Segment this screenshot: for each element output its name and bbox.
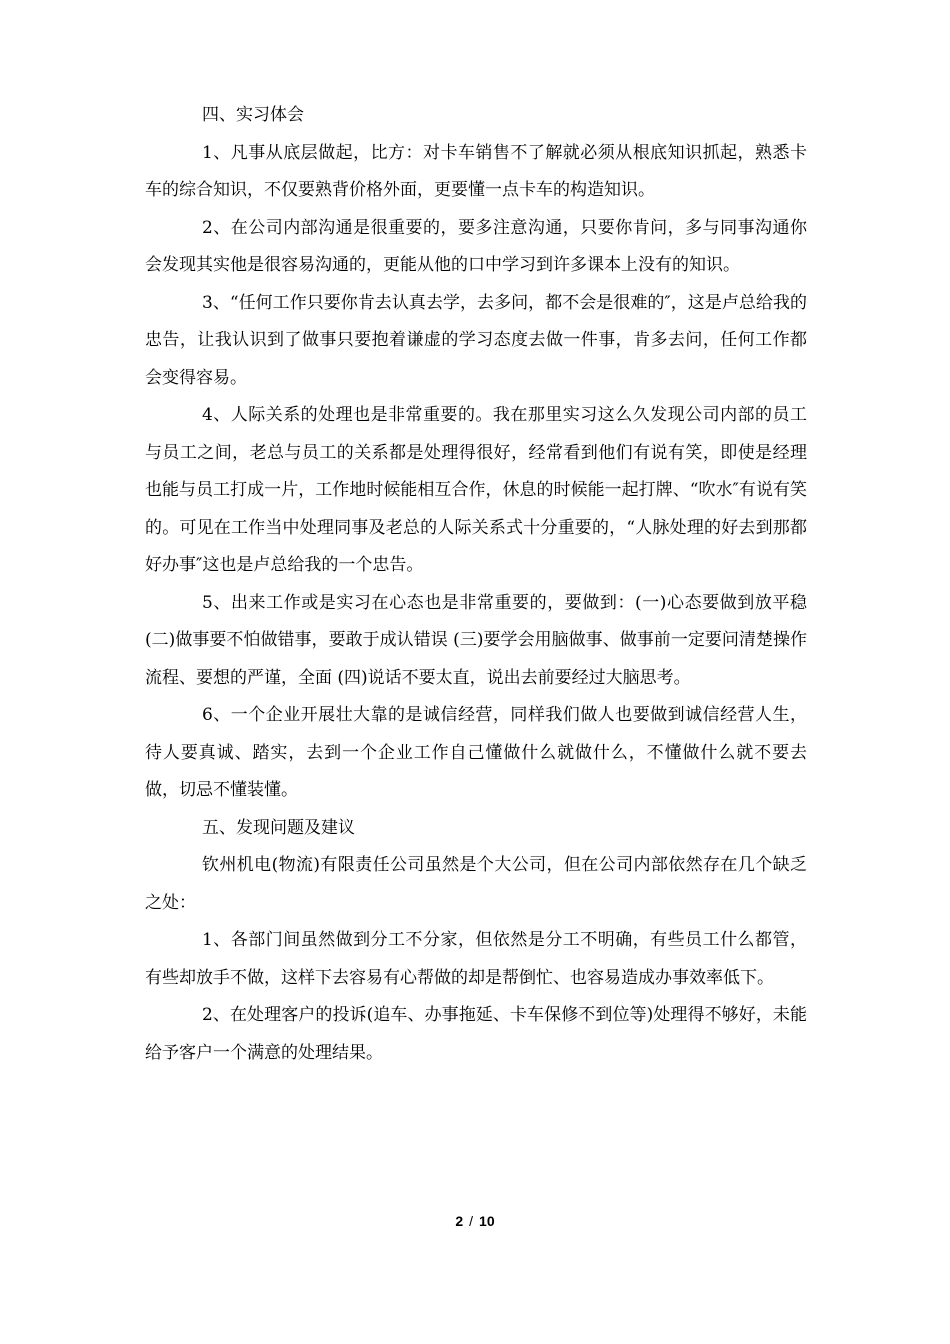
section-heading-problems: 五、发现问题及建议 bbox=[202, 817, 355, 838]
page-number-separator: / bbox=[469, 1213, 474, 1229]
total-page-count: 10 bbox=[479, 1213, 495, 1229]
paragraph-problems-intro: 钦州机电(物流)有限责任公司虽然是个大公司，但在公司内部依然存在几个缺乏之处： bbox=[145, 855, 807, 913]
paragraph-experience-2: 2、在公司内部沟通是很重要的，要多注意沟通，只要你肯问，多与同事沟通你会发现其实他是很容易沟通的，更能从他的口中学习到许多课本上没有的知识。 bbox=[145, 217, 807, 275]
paragraph-problem-2: 2、在处理客户的投诉(追车、办事拖延、卡车保修不到位等)处理得不够好，未能给予客户一个满意的处理结果。 bbox=[145, 1005, 807, 1063]
page-number-footer bbox=[0, 1211, 950, 1231]
section-heading-experience: 四、实习体会 bbox=[202, 105, 304, 125]
paragraph-problem-1: 1、各部门间虽然做到分工不分家，但依然是分工不明确，有些员工什么都管，有些却放手不做，这样下去容易有心帮做的却是帮倒忙、也容易造成办事效率低下。 bbox=[145, 930, 807, 988]
current-page-number: 2 bbox=[455, 1213, 464, 1229]
document-body bbox=[145, 97, 807, 1072]
paragraph-experience-1: 1、凡事从底层做起，比方：对卡车销售不了解就必须从根底知识抓起，熟悉卡车的综合知识，不仅要熟背价格外面，更要懂一点卡车的构造知识。 bbox=[145, 142, 807, 200]
paragraph-experience-4: 4、人际关系的处理也是非常重要的。我在那里实习这么久发现公司内部的员工与员工之间，老总与员工的关系都是处理得很好，经常看到他们有说有笑，即使是经理也能与员工打成一片，工作地时候能相互合作，休息的时候能一起打牌、“吹水″有说有笑的。可见在工作当中处理同事及老总的人际关系式十分重要的，“人脉处理的好去到那都好办事″这也是卢总给我的一个忠告。 bbox=[145, 405, 807, 575]
paragraph-experience-5: 5、出来工作或是实习在心态也是非常重要的，要做到：(一)心态要做到放平稳 (二)做事要不怕做错事，要敢于成认错误 (三)要学会用脑做事、做事前一定要问清楚操作流程、要想的严谨，全面 (四)说话不要太直，说出去前要经过大脑思考。 bbox=[145, 592, 807, 688]
paragraph-experience-3: 3、“任何工作只要你肯去认真去学，去多问，都不会是很难的″，这是卢总给我的忠告，让我认识到了做事只要抱着谦虚的学习态度去做一件事，肯多去问，任何工作都会变得容易。 bbox=[145, 292, 807, 388]
paragraph-experience-6: 6、一个企业开展壮大靠的是诚信经营，同样我们做人也要做到诚信经营人生，待人要真诚、踏实，去到一个企业工作自己懂做什么就做什么，不懂做什么就不要去做，切忌不懂装懂。 bbox=[145, 705, 807, 800]
